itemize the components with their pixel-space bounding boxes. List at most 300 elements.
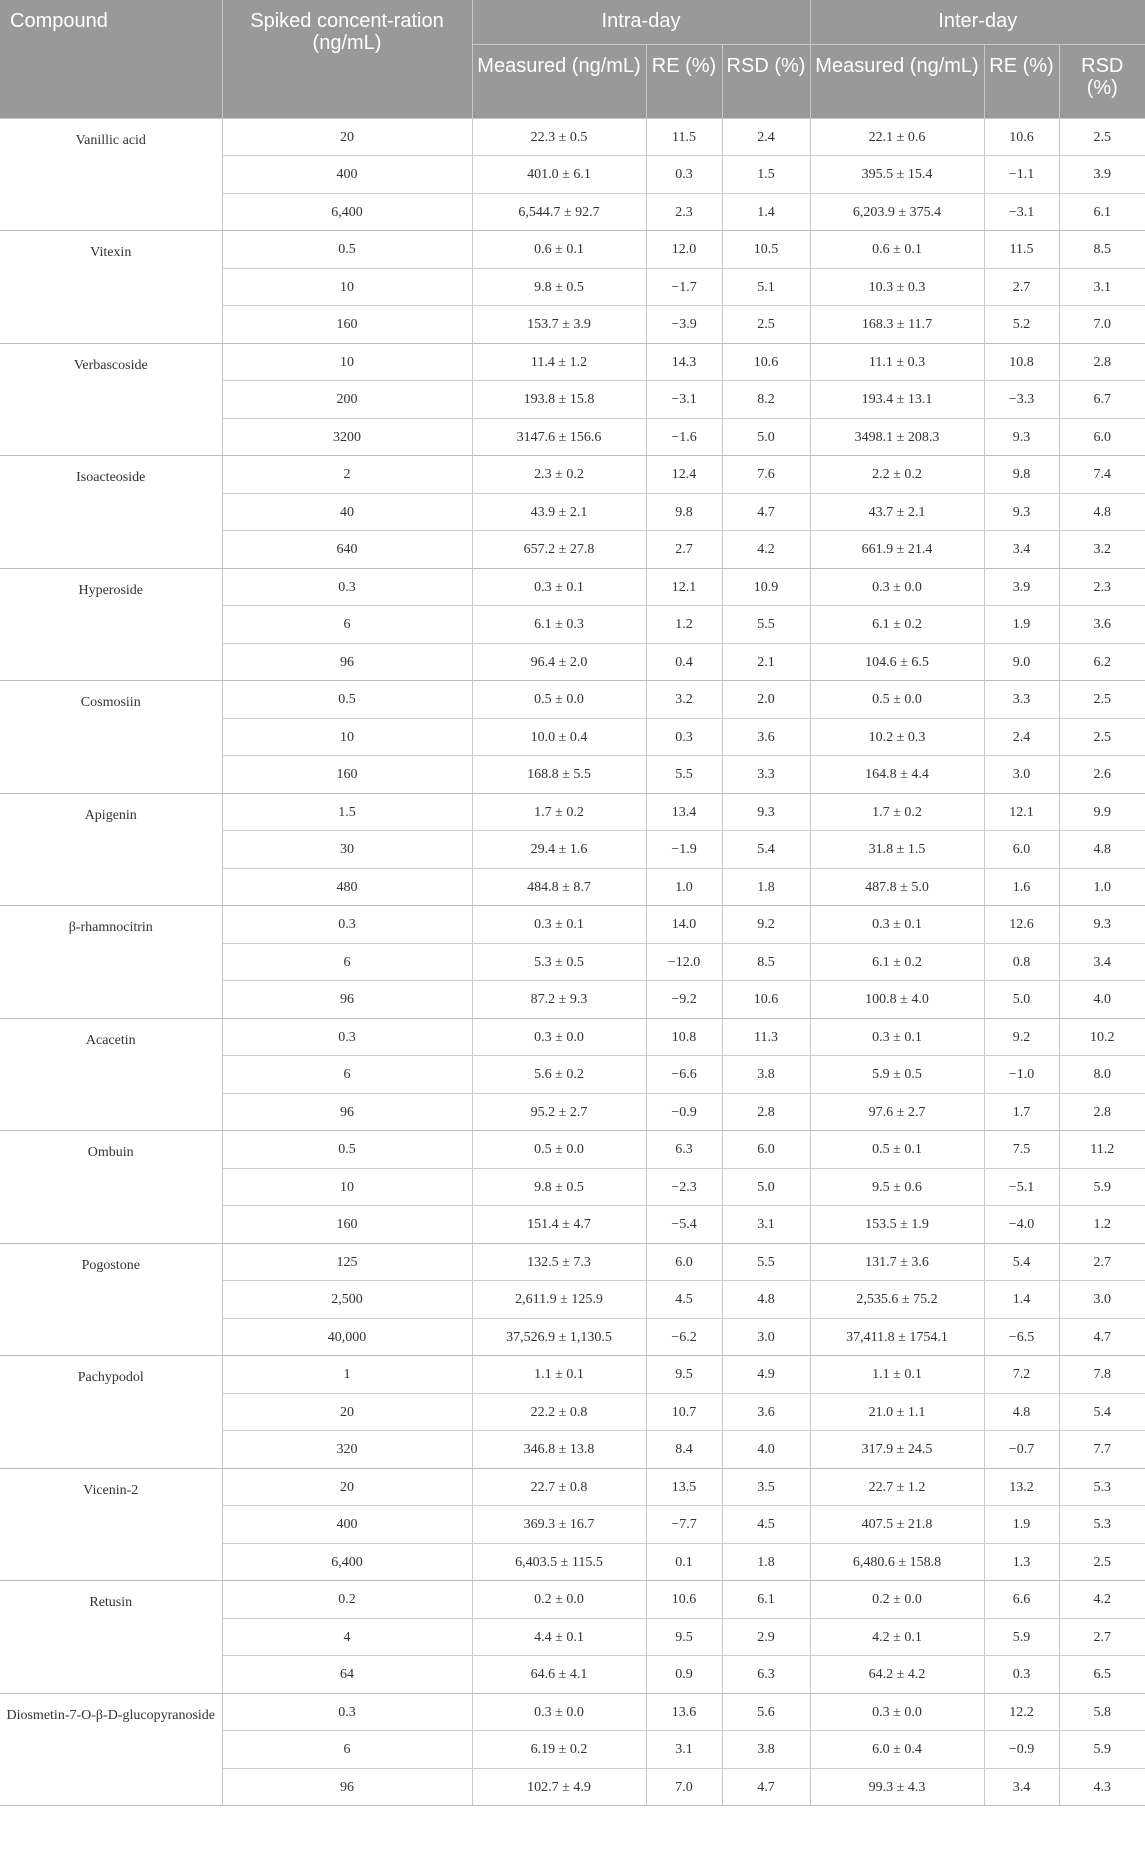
intra-re-cell: −6.6 <box>646 1056 722 1094</box>
intra-measured-cell: 9.8 ± 0.5 <box>472 268 646 306</box>
inter-measured-cell: 487.8 ± 5.0 <box>810 868 984 906</box>
intra-re-cell: 9.5 <box>646 1356 722 1394</box>
inter-measured-cell: 6,480.6 ± 158.8 <box>810 1543 984 1581</box>
intra-rsd-cell: 4.8 <box>722 1281 810 1319</box>
inter-rsd-cell: 2.5 <box>1059 718 1145 756</box>
intra-rsd-cell: 10.6 <box>722 343 810 381</box>
inter-measured-cell: 3498.1 ± 208.3 <box>810 418 984 456</box>
inter-re-cell: 5.2 <box>984 306 1059 344</box>
intra-rsd-cell: 9.2 <box>722 906 810 944</box>
table-header <box>0 0 1145 118</box>
spiked-concentration-cell: 0.5 <box>222 231 472 269</box>
compound-name: Apigenin <box>0 793 222 906</box>
intra-re-cell: 10.7 <box>646 1393 722 1431</box>
intra-re-cell: 10.6 <box>646 1581 722 1619</box>
spiked-concentration-cell: 400 <box>222 1506 472 1544</box>
intra-re-cell: 13.5 <box>646 1468 722 1506</box>
compound-name: Vicenin-2 <box>0 1468 222 1581</box>
compound-name: Ombuin <box>0 1131 222 1244</box>
spiked-concentration-cell: 160 <box>222 1206 472 1244</box>
intra-re-cell: −1.9 <box>646 831 722 869</box>
intra-measured-cell: 168.8 ± 5.5 <box>472 756 646 794</box>
inter-re-cell: −3.1 <box>984 193 1059 231</box>
inter-measured-cell: 0.3 ± 0.1 <box>810 906 984 944</box>
intra-rsd-cell: 5.0 <box>722 1168 810 1206</box>
intra-re-cell: 13.6 <box>646 1693 722 1731</box>
inter-re-cell: 9.0 <box>984 643 1059 681</box>
intra-measured-cell: 10.0 ± 0.4 <box>472 718 646 756</box>
inter-rsd-cell: 8.0 <box>1059 1056 1145 1094</box>
spiked-concentration-cell: 0.3 <box>222 906 472 944</box>
intra-re-cell: 12.4 <box>646 456 722 494</box>
intra-re-cell: 5.5 <box>646 756 722 794</box>
spiked-concentration-cell: 125 <box>222 1243 472 1281</box>
spiked-concentration-cell: 6 <box>222 1056 472 1094</box>
inter-measured-cell: 97.6 ± 2.7 <box>810 1093 984 1131</box>
inter-re-cell: 2.4 <box>984 718 1059 756</box>
inter-re-cell: −6.5 <box>984 1318 1059 1356</box>
spiked-concentration-cell: 10 <box>222 718 472 756</box>
inter-re-cell: 3.9 <box>984 568 1059 606</box>
intra-re-cell: −3.1 <box>646 381 722 419</box>
intra-measured-cell: 0.5 ± 0.0 <box>472 681 646 719</box>
inter-rsd-cell: 6.0 <box>1059 418 1145 456</box>
intra-rsd-cell: 1.5 <box>722 156 810 194</box>
spiked-concentration-cell: 0.3 <box>222 1693 472 1731</box>
compound-name: Hyperoside <box>0 568 222 681</box>
header-intra-rsd: RSD (%) <box>722 44 810 118</box>
inter-measured-cell: 2.2 ± 0.2 <box>810 456 984 494</box>
intra-re-cell: −2.3 <box>646 1168 722 1206</box>
intra-measured-cell: 401.0 ± 6.1 <box>472 156 646 194</box>
inter-measured-cell: 395.5 ± 15.4 <box>810 156 984 194</box>
inter-re-cell: −1.0 <box>984 1056 1059 1094</box>
inter-rsd-cell: 6.5 <box>1059 1656 1145 1694</box>
intra-rsd-cell: 5.5 <box>722 1243 810 1281</box>
intra-measured-cell: 151.4 ± 4.7 <box>472 1206 646 1244</box>
inter-rsd-cell: 2.3 <box>1059 568 1145 606</box>
inter-measured-cell: 99.3 ± 4.3 <box>810 1768 984 1806</box>
intra-measured-cell: 22.3 ± 0.5 <box>472 118 646 156</box>
inter-measured-cell: 22.1 ± 0.6 <box>810 118 984 156</box>
intra-re-cell: 0.3 <box>646 718 722 756</box>
inter-re-cell: −0.7 <box>984 1431 1059 1469</box>
header-inter-day: Inter-day <box>810 0 1145 44</box>
inter-re-cell: 0.8 <box>984 943 1059 981</box>
inter-rsd-cell: 7.0 <box>1059 306 1145 344</box>
intra-measured-cell: 0.3 ± 0.0 <box>472 1693 646 1731</box>
inter-rsd-cell: 7.8 <box>1059 1356 1145 1394</box>
spiked-concentration-cell: 96 <box>222 1768 472 1806</box>
header-inter-re: RE (%) <box>984 44 1059 118</box>
inter-measured-cell: 0.2 ± 0.0 <box>810 1581 984 1619</box>
intra-measured-cell: 6.19 ± 0.2 <box>472 1731 646 1769</box>
compound-name: Diosmetin-7-O-β-D-glucopyranoside <box>0 1693 222 1806</box>
intra-re-cell: 13.4 <box>646 793 722 831</box>
inter-re-cell: 1.9 <box>984 1506 1059 1544</box>
spiked-concentration-cell: 20 <box>222 1393 472 1431</box>
inter-rsd-cell: 7.7 <box>1059 1431 1145 1469</box>
intra-re-cell: −9.2 <box>646 981 722 1019</box>
intra-rsd-cell: 3.3 <box>722 756 810 794</box>
inter-re-cell: 7.5 <box>984 1131 1059 1169</box>
intra-re-cell: 9.5 <box>646 1618 722 1656</box>
inter-measured-cell: 1.1 ± 0.1 <box>810 1356 984 1394</box>
intra-measured-cell: 0.3 ± 0.0 <box>472 1018 646 1056</box>
inter-rsd-cell: 3.9 <box>1059 156 1145 194</box>
inter-measured-cell: 5.9 ± 0.5 <box>810 1056 984 1094</box>
inter-measured-cell: 100.8 ± 4.0 <box>810 981 984 1019</box>
intra-rsd-cell: 3.0 <box>722 1318 810 1356</box>
spiked-concentration-cell: 20 <box>222 118 472 156</box>
intra-measured-cell: 22.2 ± 0.8 <box>472 1393 646 1431</box>
inter-measured-cell: 164.8 ± 4.4 <box>810 756 984 794</box>
intra-measured-cell: 4.4 ± 0.1 <box>472 1618 646 1656</box>
inter-re-cell: 7.2 <box>984 1356 1059 1394</box>
inter-re-cell: 6.6 <box>984 1581 1059 1619</box>
spiked-concentration-cell: 40 <box>222 493 472 531</box>
intra-rsd-cell: 4.5 <box>722 1506 810 1544</box>
intra-re-cell: 0.4 <box>646 643 722 681</box>
spiked-concentration-cell: 200 <box>222 381 472 419</box>
table-row <box>0 1018 1145 1056</box>
inter-re-cell: 1.3 <box>984 1543 1059 1581</box>
spiked-concentration-cell: 30 <box>222 831 472 869</box>
intra-rsd-cell: 2.4 <box>722 118 810 156</box>
inter-rsd-cell: 4.7 <box>1059 1318 1145 1356</box>
header-compound: Compound <box>0 0 222 118</box>
intra-rsd-cell: 2.1 <box>722 643 810 681</box>
intra-re-cell: 12.0 <box>646 231 722 269</box>
intra-re-cell: 6.0 <box>646 1243 722 1281</box>
intra-re-cell: 8.4 <box>646 1431 722 1469</box>
inter-re-cell: −4.0 <box>984 1206 1059 1244</box>
spiked-concentration-cell: 1 <box>222 1356 472 1394</box>
inter-re-cell: 5.9 <box>984 1618 1059 1656</box>
inter-measured-cell: 0.3 ± 0.1 <box>810 1018 984 1056</box>
intra-rsd-cell: 11.3 <box>722 1018 810 1056</box>
inter-measured-cell: 661.9 ± 21.4 <box>810 531 984 569</box>
inter-re-cell: 4.8 <box>984 1393 1059 1431</box>
intra-re-cell: −6.2 <box>646 1318 722 1356</box>
intra-re-cell: 1.2 <box>646 606 722 644</box>
intra-rsd-cell: 1.8 <box>722 868 810 906</box>
intra-measured-cell: 369.3 ± 16.7 <box>472 1506 646 1544</box>
inter-re-cell: 3.4 <box>984 531 1059 569</box>
intra-rsd-cell: 4.7 <box>722 493 810 531</box>
inter-re-cell: 12.6 <box>984 906 1059 944</box>
intra-rsd-cell: 4.7 <box>722 1768 810 1806</box>
inter-measured-cell: 168.3 ± 11.7 <box>810 306 984 344</box>
intra-rsd-cell: 4.2 <box>722 531 810 569</box>
inter-measured-cell: 1.7 ± 0.2 <box>810 793 984 831</box>
intra-measured-cell: 193.8 ± 15.8 <box>472 381 646 419</box>
inter-measured-cell: 2,535.6 ± 75.2 <box>810 1281 984 1319</box>
table-row <box>0 1356 1145 1394</box>
table-row <box>0 1243 1145 1281</box>
inter-rsd-cell: 5.4 <box>1059 1393 1145 1431</box>
inter-rsd-cell: 9.9 <box>1059 793 1145 831</box>
inter-measured-cell: 10.2 ± 0.3 <box>810 718 984 756</box>
inter-rsd-cell: 3.2 <box>1059 531 1145 569</box>
spiked-concentration-cell: 96 <box>222 643 472 681</box>
inter-rsd-cell: 4.2 <box>1059 1581 1145 1619</box>
spiked-concentration-cell: 480 <box>222 868 472 906</box>
spiked-concentration-cell: 64 <box>222 1656 472 1694</box>
inter-rsd-cell: 4.8 <box>1059 493 1145 531</box>
compound-name: Vitexin <box>0 231 222 344</box>
inter-re-cell: −3.3 <box>984 381 1059 419</box>
inter-rsd-cell: 1.0 <box>1059 868 1145 906</box>
header-spiked-concentration: Spiked concent-ration (ng/mL) <box>222 0 472 118</box>
intra-rsd-cell: 9.3 <box>722 793 810 831</box>
inter-rsd-cell: 3.1 <box>1059 268 1145 306</box>
intra-re-cell: −0.9 <box>646 1093 722 1131</box>
spiked-concentration-cell: 10 <box>222 1168 472 1206</box>
intra-measured-cell: 87.2 ± 9.3 <box>472 981 646 1019</box>
intra-re-cell: 9.8 <box>646 493 722 531</box>
intra-re-cell: 3.2 <box>646 681 722 719</box>
inter-measured-cell: 193.4 ± 13.1 <box>810 381 984 419</box>
intra-measured-cell: 0.3 ± 0.1 <box>472 568 646 606</box>
intra-measured-cell: 1.1 ± 0.1 <box>472 1356 646 1394</box>
inter-re-cell: 12.2 <box>984 1693 1059 1731</box>
inter-re-cell: 9.2 <box>984 1018 1059 1056</box>
intra-measured-cell: 29.4 ± 1.6 <box>472 831 646 869</box>
inter-re-cell: 10.8 <box>984 343 1059 381</box>
inter-re-cell: 10.6 <box>984 118 1059 156</box>
intra-re-cell: −7.7 <box>646 1506 722 1544</box>
intra-rsd-cell: 3.1 <box>722 1206 810 1244</box>
intra-measured-cell: 6.1 ± 0.3 <box>472 606 646 644</box>
spiked-concentration-cell: 160 <box>222 306 472 344</box>
inter-rsd-cell: 5.3 <box>1059 1506 1145 1544</box>
intra-rsd-cell: 2.9 <box>722 1618 810 1656</box>
table-row <box>0 1581 1145 1619</box>
inter-measured-cell: 0.3 ± 0.0 <box>810 1693 984 1731</box>
inter-rsd-cell: 4.3 <box>1059 1768 1145 1806</box>
intra-measured-cell: 96.4 ± 2.0 <box>472 643 646 681</box>
header-inter-measured: Measured (ng/mL) <box>810 44 984 118</box>
inter-re-cell: 1.4 <box>984 1281 1059 1319</box>
table-row <box>0 1131 1145 1169</box>
inter-re-cell: 3.3 <box>984 681 1059 719</box>
intra-rsd-cell: 3.8 <box>722 1731 810 1769</box>
header-intra-measured: Measured (ng/mL) <box>472 44 646 118</box>
inter-measured-cell: 317.9 ± 24.5 <box>810 1431 984 1469</box>
intra-measured-cell: 153.7 ± 3.9 <box>472 306 646 344</box>
inter-rsd-cell: 5.8 <box>1059 1693 1145 1731</box>
intra-measured-cell: 6,544.7 ± 92.7 <box>472 193 646 231</box>
table-row <box>0 456 1145 494</box>
intra-measured-cell: 22.7 ± 0.8 <box>472 1468 646 1506</box>
intra-measured-cell: 5.3 ± 0.5 <box>472 943 646 981</box>
inter-rsd-cell: 2.5 <box>1059 1543 1145 1581</box>
inter-rsd-cell: 6.2 <box>1059 643 1145 681</box>
spiked-concentration-cell: 320 <box>222 1431 472 1469</box>
intra-re-cell: 2.7 <box>646 531 722 569</box>
intra-re-cell: −1.7 <box>646 268 722 306</box>
spiked-concentration-cell: 2 <box>222 456 472 494</box>
spiked-concentration-cell: 6,400 <box>222 1543 472 1581</box>
table-body <box>0 118 1145 1806</box>
inter-rsd-cell: 3.4 <box>1059 943 1145 981</box>
intra-re-cell: 4.5 <box>646 1281 722 1319</box>
inter-rsd-cell: 3.6 <box>1059 606 1145 644</box>
spiked-concentration-cell: 96 <box>222 981 472 1019</box>
intra-re-cell: 1.0 <box>646 868 722 906</box>
intra-measured-cell: 5.6 ± 0.2 <box>472 1056 646 1094</box>
inter-measured-cell: 104.6 ± 6.5 <box>810 643 984 681</box>
intra-measured-cell: 132.5 ± 7.3 <box>472 1243 646 1281</box>
table-row <box>0 343 1145 381</box>
intra-measured-cell: 9.8 ± 0.5 <box>472 1168 646 1206</box>
inter-re-cell: 12.1 <box>984 793 1059 831</box>
spiked-concentration-cell: 10 <box>222 343 472 381</box>
inter-re-cell: 5.4 <box>984 1243 1059 1281</box>
inter-re-cell: 13.2 <box>984 1468 1059 1506</box>
intra-rsd-cell: 5.6 <box>722 1693 810 1731</box>
intra-re-cell: −5.4 <box>646 1206 722 1244</box>
intra-re-cell: 0.9 <box>646 1656 722 1694</box>
intra-rsd-cell: 8.2 <box>722 381 810 419</box>
intra-measured-cell: 43.9 ± 2.1 <box>472 493 646 531</box>
intra-rsd-cell: 4.0 <box>722 1431 810 1469</box>
inter-rsd-cell: 3.0 <box>1059 1281 1145 1319</box>
intra-measured-cell: 2,611.9 ± 125.9 <box>472 1281 646 1319</box>
table-row <box>0 793 1145 831</box>
header-inter-rsd: RSD (%) <box>1059 44 1145 118</box>
inter-measured-cell: 43.7 ± 2.1 <box>810 493 984 531</box>
inter-rsd-cell: 5.9 <box>1059 1168 1145 1206</box>
spiked-concentration-cell: 10 <box>222 268 472 306</box>
inter-measured-cell: 131.7 ± 3.6 <box>810 1243 984 1281</box>
intra-measured-cell: 64.6 ± 4.1 <box>472 1656 646 1694</box>
inter-re-cell: 1.7 <box>984 1093 1059 1131</box>
spiked-concentration-cell: 6,400 <box>222 193 472 231</box>
inter-measured-cell: 0.3 ± 0.0 <box>810 568 984 606</box>
inter-re-cell: 3.0 <box>984 756 1059 794</box>
intra-measured-cell: 0.2 ± 0.0 <box>472 1581 646 1619</box>
intra-re-cell: 11.5 <box>646 118 722 156</box>
inter-measured-cell: 153.5 ± 1.9 <box>810 1206 984 1244</box>
spiked-concentration-cell: 400 <box>222 156 472 194</box>
inter-rsd-cell: 2.7 <box>1059 1618 1145 1656</box>
inter-re-cell: 9.3 <box>984 493 1059 531</box>
intra-rsd-cell: 7.6 <box>722 456 810 494</box>
intra-re-cell: 7.0 <box>646 1768 722 1806</box>
inter-measured-cell: 31.8 ± 1.5 <box>810 831 984 869</box>
compound-name: Isoacteoside <box>0 456 222 569</box>
table-row <box>0 906 1145 944</box>
intra-measured-cell: 657.2 ± 27.8 <box>472 531 646 569</box>
spiked-concentration-cell: 1.5 <box>222 793 472 831</box>
intra-re-cell: 0.3 <box>646 156 722 194</box>
inter-re-cell: 9.8 <box>984 456 1059 494</box>
intra-rsd-cell: 5.4 <box>722 831 810 869</box>
inter-measured-cell: 6.0 ± 0.4 <box>810 1731 984 1769</box>
compound-name: Cosmosiin <box>0 681 222 794</box>
intra-re-cell: −3.9 <box>646 306 722 344</box>
inter-measured-cell: 6,203.9 ± 375.4 <box>810 193 984 231</box>
inter-rsd-cell: 5.9 <box>1059 1731 1145 1769</box>
inter-rsd-cell: 2.8 <box>1059 343 1145 381</box>
inter-rsd-cell: 2.8 <box>1059 1093 1145 1131</box>
compound-name: β-rhamnocitrin <box>0 906 222 1019</box>
intra-measured-cell: 484.8 ± 8.7 <box>472 868 646 906</box>
table-row <box>0 1693 1145 1731</box>
inter-measured-cell: 407.5 ± 21.8 <box>810 1506 984 1544</box>
intra-re-cell: 6.3 <box>646 1131 722 1169</box>
spiked-concentration-cell: 20 <box>222 1468 472 1506</box>
intra-rsd-cell: 1.8 <box>722 1543 810 1581</box>
intra-rsd-cell: 10.5 <box>722 231 810 269</box>
inter-rsd-cell: 2.7 <box>1059 1243 1145 1281</box>
spiked-concentration-cell: 6 <box>222 943 472 981</box>
intra-rsd-cell: 10.6 <box>722 981 810 1019</box>
inter-rsd-cell: 7.4 <box>1059 456 1145 494</box>
intra-re-cell: −1.6 <box>646 418 722 456</box>
spiked-concentration-cell: 0.2 <box>222 1581 472 1619</box>
header-intra-day: Intra-day <box>472 0 810 44</box>
compound-name: Verbascoside <box>0 343 222 456</box>
spiked-concentration-cell: 96 <box>222 1093 472 1131</box>
inter-measured-cell: 9.5 ± 0.6 <box>810 1168 984 1206</box>
intra-rsd-cell: 2.0 <box>722 681 810 719</box>
spiked-concentration-cell: 3200 <box>222 418 472 456</box>
intra-re-cell: 3.1 <box>646 1731 722 1769</box>
inter-rsd-cell: 4.0 <box>1059 981 1145 1019</box>
inter-re-cell: 5.0 <box>984 981 1059 1019</box>
inter-rsd-cell: 2.5 <box>1059 118 1145 156</box>
inter-re-cell: 1.6 <box>984 868 1059 906</box>
inter-rsd-cell: 2.5 <box>1059 681 1145 719</box>
spiked-concentration-cell: 4 <box>222 1618 472 1656</box>
intra-measured-cell: 95.2 ± 2.7 <box>472 1093 646 1131</box>
inter-rsd-cell: 6.7 <box>1059 381 1145 419</box>
inter-rsd-cell: 10.2 <box>1059 1018 1145 1056</box>
intra-re-cell: 14.0 <box>646 906 722 944</box>
spiked-concentration-cell: 2,500 <box>222 1281 472 1319</box>
inter-rsd-cell: 8.5 <box>1059 231 1145 269</box>
compound-name: Pachypodol <box>0 1356 222 1469</box>
intra-measured-cell: 6,403.5 ± 115.5 <box>472 1543 646 1581</box>
inter-rsd-cell: 9.3 <box>1059 906 1145 944</box>
intra-re-cell: 0.1 <box>646 1543 722 1581</box>
inter-re-cell: 6.0 <box>984 831 1059 869</box>
intra-re-cell: 12.1 <box>646 568 722 606</box>
intra-rsd-cell: 4.9 <box>722 1356 810 1394</box>
inter-rsd-cell: 4.8 <box>1059 831 1145 869</box>
inter-rsd-cell: 2.6 <box>1059 756 1145 794</box>
intra-rsd-cell: 3.6 <box>722 718 810 756</box>
intra-rsd-cell: 3.5 <box>722 1468 810 1506</box>
table-row <box>0 681 1145 719</box>
spiked-concentration-cell: 40,000 <box>222 1318 472 1356</box>
inter-re-cell: 0.3 <box>984 1656 1059 1694</box>
spiked-concentration-cell: 640 <box>222 531 472 569</box>
intra-rsd-cell: 10.9 <box>722 568 810 606</box>
inter-measured-cell: 21.0 ± 1.1 <box>810 1393 984 1431</box>
spiked-concentration-cell: 0.5 <box>222 1131 472 1169</box>
spiked-concentration-cell: 0.5 <box>222 681 472 719</box>
inter-measured-cell: 37,411.8 ± 1754.1 <box>810 1318 984 1356</box>
header-intra-re: RE (%) <box>646 44 722 118</box>
intra-rsd-cell: 6.3 <box>722 1656 810 1694</box>
intra-re-cell: −12.0 <box>646 943 722 981</box>
inter-re-cell: −0.9 <box>984 1731 1059 1769</box>
spiked-concentration-cell: 160 <box>222 756 472 794</box>
